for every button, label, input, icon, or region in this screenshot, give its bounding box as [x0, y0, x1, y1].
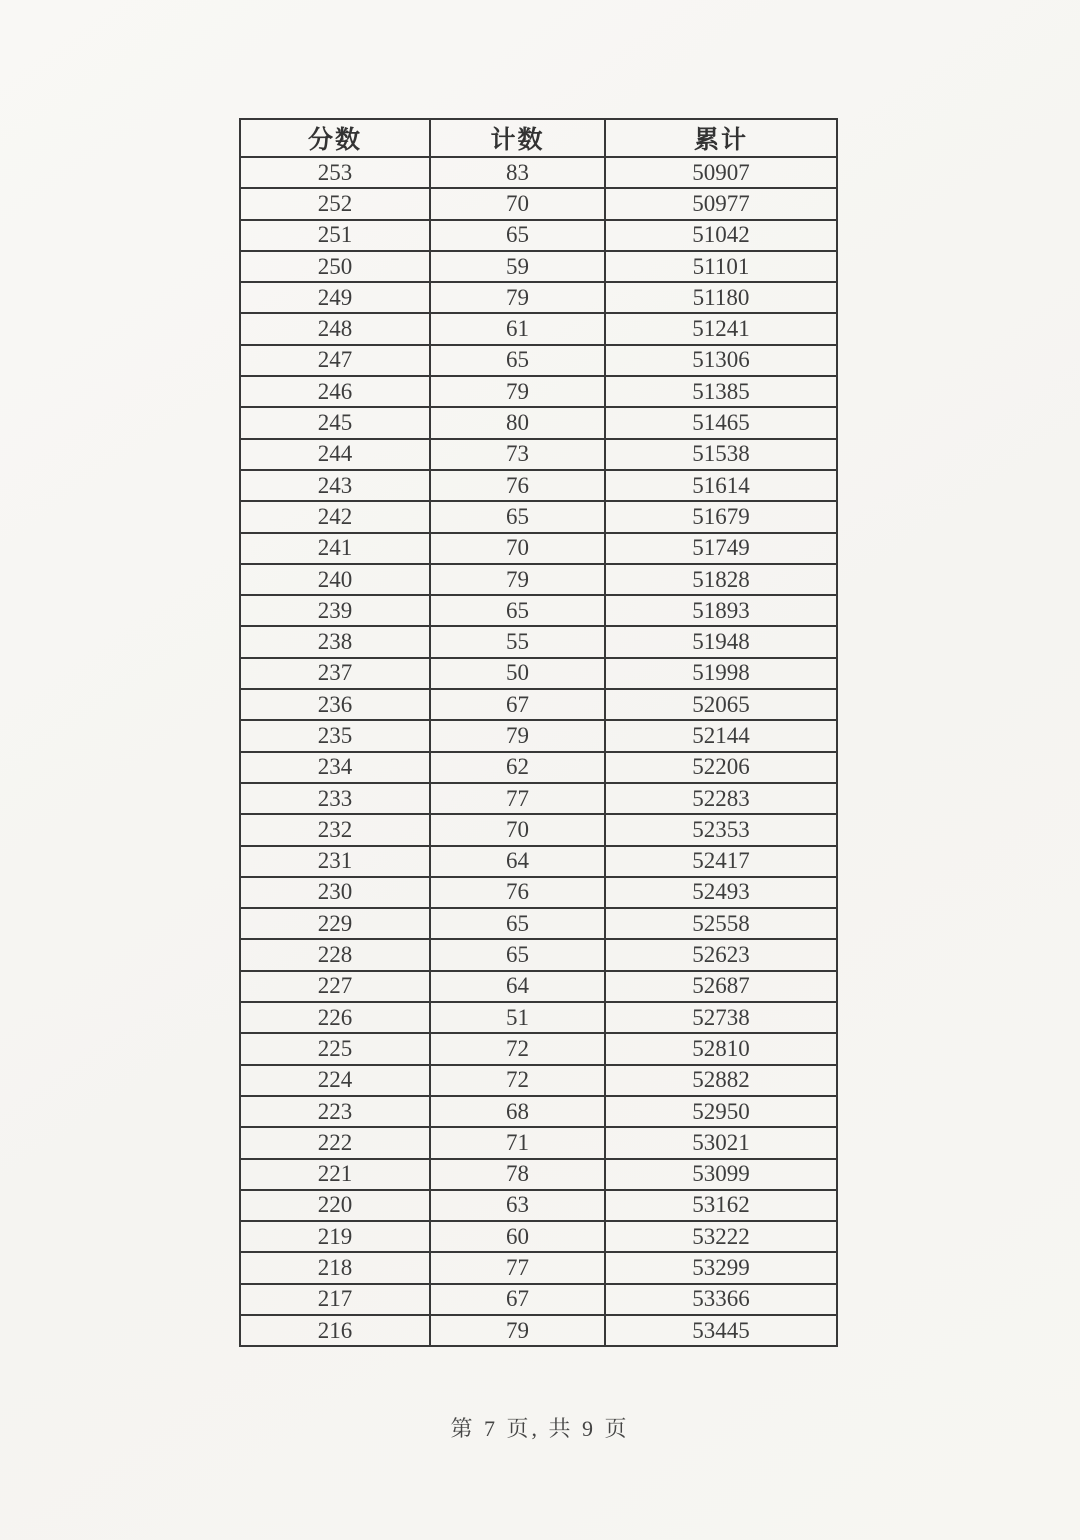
- count-cell: 67: [430, 689, 605, 720]
- cumulative-cell: 51241: [605, 313, 837, 344]
- count-cell: 70: [430, 188, 605, 219]
- score-cell: 221: [240, 1159, 430, 1190]
- cumulative-cell: 52950: [605, 1096, 837, 1127]
- score-cell: 217: [240, 1284, 430, 1315]
- table-row: [240, 407, 837, 438]
- score-cell: 216: [240, 1315, 430, 1346]
- table-row: [240, 595, 837, 626]
- score-cell: 241: [240, 533, 430, 564]
- table-row: [240, 626, 837, 657]
- score-cell: 238: [240, 626, 430, 657]
- score-cell: 235: [240, 720, 430, 751]
- cumulative-cell: 51893: [605, 595, 837, 626]
- score-cell: 252: [240, 188, 430, 219]
- cumulative-cell: 50907: [605, 157, 837, 188]
- score-cell: 227: [240, 971, 430, 1002]
- cumulative-cell: 51385: [605, 376, 837, 407]
- cumulative-cell: 52065: [605, 689, 837, 720]
- table-row: [240, 1096, 837, 1127]
- count-cell: 79: [430, 376, 605, 407]
- count-cell: 70: [430, 814, 605, 845]
- page-number-footer: 第 7 页, 共 9 页: [450, 1416, 630, 1441]
- cumulative-cell: 53021: [605, 1127, 837, 1158]
- cumulative-cell: 51101: [605, 251, 837, 282]
- count-cell: 64: [430, 971, 605, 1002]
- column-header-count: 计数: [430, 119, 605, 157]
- score-cell: 222: [240, 1127, 430, 1158]
- cumulative-cell: 52810: [605, 1033, 837, 1064]
- cumulative-cell: 52558: [605, 908, 837, 939]
- count-cell: 65: [430, 595, 605, 626]
- count-cell: 67: [430, 1284, 605, 1315]
- score-cell: 233: [240, 783, 430, 814]
- score-cell: 220: [240, 1190, 430, 1221]
- table-row: [240, 783, 837, 814]
- table-row: [240, 1190, 837, 1221]
- cumulative-cell: 51749: [605, 533, 837, 564]
- cumulative-cell: 51042: [605, 220, 837, 251]
- cumulative-cell: 53445: [605, 1315, 837, 1346]
- table-row: [240, 470, 837, 501]
- score-cell: 242: [240, 501, 430, 532]
- score-cell: 225: [240, 1033, 430, 1064]
- count-cell: 55: [430, 626, 605, 657]
- score-cell: 251: [240, 220, 430, 251]
- cumulative-cell: 53162: [605, 1190, 837, 1221]
- table-row: [240, 971, 837, 1002]
- count-cell: 60: [430, 1221, 605, 1252]
- score-table-body: [240, 157, 837, 1346]
- count-cell: 76: [430, 877, 605, 908]
- count-cell: 63: [430, 1190, 605, 1221]
- table-row: [240, 220, 837, 251]
- table-row: [240, 1002, 837, 1033]
- table-row: [240, 1159, 837, 1190]
- cumulative-cell: 52353: [605, 814, 837, 845]
- table-row: [240, 1065, 837, 1096]
- cumulative-cell: 52738: [605, 1002, 837, 1033]
- count-cell: 83: [430, 157, 605, 188]
- cumulative-cell: 51465: [605, 407, 837, 438]
- table-row: [240, 313, 837, 344]
- count-cell: 65: [430, 908, 605, 939]
- cumulative-cell: 53222: [605, 1221, 837, 1252]
- score-cell: 237: [240, 658, 430, 689]
- score-cell: 250: [240, 251, 430, 282]
- table-row: [240, 846, 837, 877]
- count-cell: 71: [430, 1127, 605, 1158]
- header-row: [240, 119, 837, 157]
- table-row: [240, 720, 837, 751]
- table-row: [240, 282, 837, 313]
- count-cell: 80: [430, 407, 605, 438]
- score-cell: 230: [240, 877, 430, 908]
- cumulative-cell: 51180: [605, 282, 837, 313]
- cumulative-cell: 50977: [605, 188, 837, 219]
- score-cell: 232: [240, 814, 430, 845]
- table-row: [240, 1252, 837, 1283]
- count-cell: 68: [430, 1096, 605, 1127]
- score-cell: 228: [240, 939, 430, 970]
- count-cell: 78: [430, 1159, 605, 1190]
- table-row: [240, 939, 837, 970]
- table-row: [240, 157, 837, 188]
- score-cell: 234: [240, 752, 430, 783]
- count-cell: 65: [430, 345, 605, 376]
- cumulative-cell: 51948: [605, 626, 837, 657]
- cumulative-cell: 52493: [605, 877, 837, 908]
- score-distribution-table: [239, 118, 838, 1347]
- count-cell: 50: [430, 658, 605, 689]
- count-cell: 51: [430, 1002, 605, 1033]
- count-cell: 72: [430, 1065, 605, 1096]
- count-cell: 62: [430, 752, 605, 783]
- table-row: [240, 658, 837, 689]
- count-cell: 77: [430, 1252, 605, 1283]
- cumulative-cell: 52882: [605, 1065, 837, 1096]
- count-cell: 61: [430, 313, 605, 344]
- table-row: [240, 501, 837, 532]
- score-cell: 243: [240, 470, 430, 501]
- count-cell: 76: [430, 470, 605, 501]
- table-row: [240, 188, 837, 219]
- count-cell: 79: [430, 720, 605, 751]
- score-cell: 236: [240, 689, 430, 720]
- table-row: [240, 439, 837, 470]
- cumulative-cell: 52623: [605, 939, 837, 970]
- cumulative-cell: 51538: [605, 439, 837, 470]
- score-cell: 247: [240, 345, 430, 376]
- table-row: [240, 877, 837, 908]
- table-row: [240, 533, 837, 564]
- table-row: [240, 251, 837, 282]
- cumulative-cell: 52283: [605, 783, 837, 814]
- table-row: [240, 1127, 837, 1158]
- table-row: [240, 752, 837, 783]
- score-cell: 249: [240, 282, 430, 313]
- cumulative-cell: 52144: [605, 720, 837, 751]
- cumulative-cell: 51679: [605, 501, 837, 532]
- count-cell: 79: [430, 564, 605, 595]
- score-cell: 239: [240, 595, 430, 626]
- count-cell: 65: [430, 939, 605, 970]
- cumulative-cell: 52687: [605, 971, 837, 1002]
- table-row: [240, 376, 837, 407]
- count-cell: 72: [430, 1033, 605, 1064]
- cumulative-cell: 52417: [605, 846, 837, 877]
- count-cell: 59: [430, 251, 605, 282]
- count-cell: 65: [430, 220, 605, 251]
- score-cell: 229: [240, 908, 430, 939]
- count-cell: 79: [430, 1315, 605, 1346]
- cumulative-cell: 52206: [605, 752, 837, 783]
- score-cell: 248: [240, 313, 430, 344]
- cumulative-cell: 51614: [605, 470, 837, 501]
- count-cell: 70: [430, 533, 605, 564]
- cumulative-cell: 53299: [605, 1252, 837, 1283]
- table-row: [240, 345, 837, 376]
- score-cell: 218: [240, 1252, 430, 1283]
- table-row: [240, 908, 837, 939]
- score-cell: 226: [240, 1002, 430, 1033]
- column-header-cumulative: 累计: [605, 119, 837, 157]
- table-row: [240, 689, 837, 720]
- score-cell: 244: [240, 439, 430, 470]
- table-row: [240, 564, 837, 595]
- count-cell: 65: [430, 501, 605, 532]
- score-cell: 223: [240, 1096, 430, 1127]
- table-row: [240, 1315, 837, 1346]
- score-cell: 245: [240, 407, 430, 438]
- count-cell: 64: [430, 846, 605, 877]
- table-row: [240, 1221, 837, 1252]
- cumulative-cell: 53366: [605, 1284, 837, 1315]
- count-cell: 73: [430, 439, 605, 470]
- cumulative-cell: 51828: [605, 564, 837, 595]
- cumulative-cell: 53099: [605, 1159, 837, 1190]
- count-cell: 79: [430, 282, 605, 313]
- score-cell: 224: [240, 1065, 430, 1096]
- score-cell: 253: [240, 157, 430, 188]
- score-cell: 231: [240, 846, 430, 877]
- table-row: [240, 814, 837, 845]
- score-cell: 246: [240, 376, 430, 407]
- column-header-score: 分数: [240, 119, 430, 157]
- table-row: [240, 1033, 837, 1064]
- count-cell: 77: [430, 783, 605, 814]
- cumulative-cell: 51998: [605, 658, 837, 689]
- score-cell: 219: [240, 1221, 430, 1252]
- table-row: [240, 1284, 837, 1315]
- score-cell: 240: [240, 564, 430, 595]
- cumulative-cell: 51306: [605, 345, 837, 376]
